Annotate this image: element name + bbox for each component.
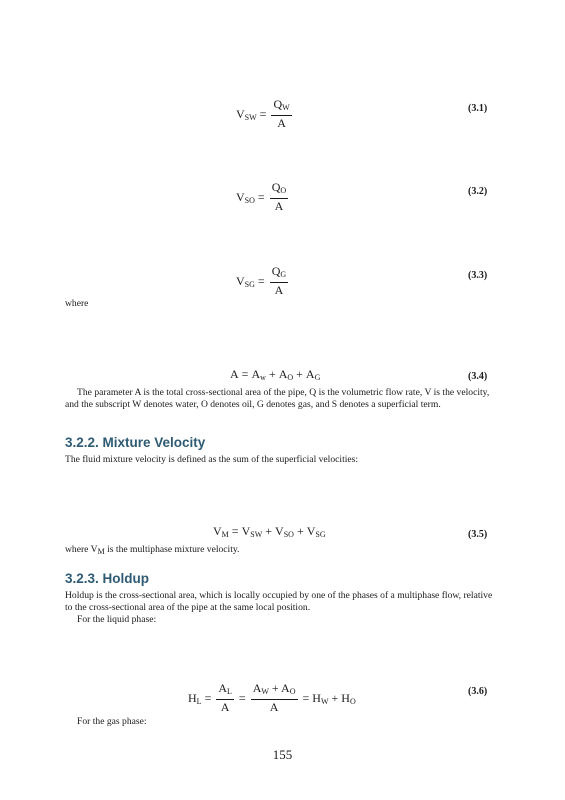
paragraph: For the liquid phase:	[77, 614, 157, 625]
equation-3-2	[236, 181, 290, 213]
eq-fraction: $\frac{Q_O}{A}$	[271, 180, 287, 213]
equation-label: (3.1)	[468, 103, 488, 114]
paragraph: The parameter A is the total cross-sectional area of the pipe, Q is the volumetric flow rate, V is the velocity, and the subscript W denotes water, O denotes oil, G denotes gas, and S denotes a superficial term.	[65, 387, 490, 410]
equation-3-4: A = $A_w$ + $A_O$ + $A_G$	[230, 367, 321, 382]
section-heading: 3.2.3. Holdup	[65, 571, 150, 586]
paragraph: The fluid mixture velocity is defined as the sum of the superficial velocities:	[65, 454, 359, 465]
equation-3-6: $H_L$ = $\frac{A_L}{A}$ = $\frac{A_W + A_O}{A}$ = $H_W$ + $H_O$	[188, 681, 356, 714]
paragraph: Holdup is the cross-sectional area, which is locally occupied by one of the phases of a multiphase flow, relative to the cross-sectional area of the pipe at the same local position.	[65, 590, 493, 613]
paragraph: where $V_M$ is the multiphase mixture velocity.	[65, 544, 240, 556]
equation-label: (3.4)	[468, 371, 488, 382]
eq-fraction: $\frac{Q_G}{A}$	[271, 264, 287, 297]
eq-equals: =	[259, 106, 267, 121]
where-text: where	[65, 298, 89, 309]
equation-3-3	[236, 265, 290, 297]
equation-label: (3.5)	[468, 529, 488, 540]
page-number: 155	[272, 747, 293, 762]
eq-lhs: $V_{SO}$	[236, 189, 255, 205]
eq-equals: =	[257, 189, 265, 204]
equation-label: (3.3)	[468, 270, 488, 281]
eq-lhs: $V_{SW}$	[236, 106, 257, 122]
equation-3-5: $V_M$ = $V_{SW}$ + $V_{SO}$ + $V_{SG}$	[213, 524, 326, 539]
equation-label: (3.2)	[468, 186, 488, 197]
eq-fraction: $\frac{Q_W}{A}$	[273, 97, 290, 130]
eq-equals: =	[257, 273, 265, 288]
eq-lhs: $V_{SG}$	[236, 273, 255, 289]
equation-label: (3.6)	[468, 686, 488, 697]
paragraph: For the gas phase:	[77, 716, 147, 727]
equation-3-1	[236, 98, 294, 130]
section-heading: 3.2.2. Mixture Velocity	[65, 435, 206, 450]
